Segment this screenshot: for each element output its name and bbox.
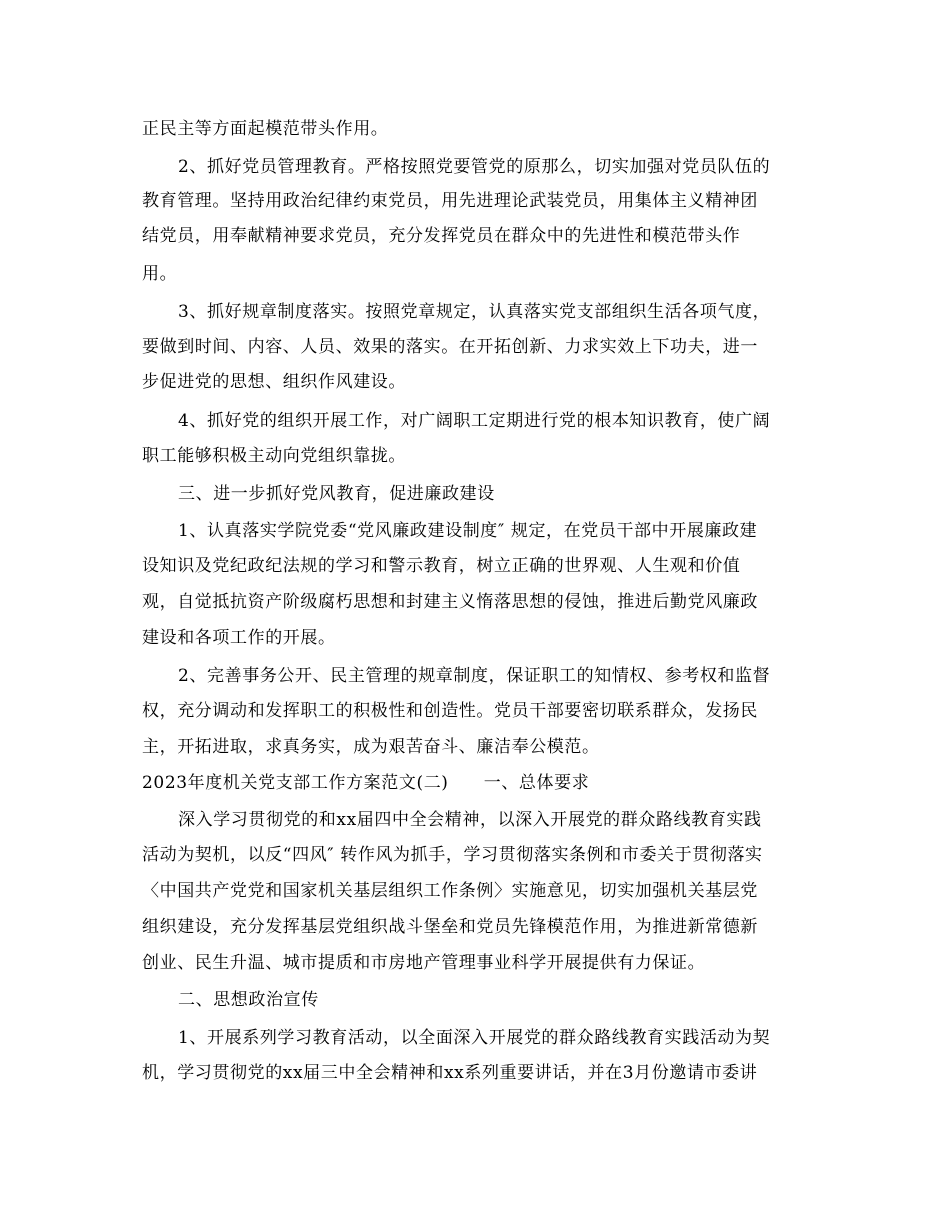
text-line: 职工能够积极主动向党组织靠拢。 (142, 446, 406, 466)
text-line: 观，自觉抵抗资产阶级腐朽思想和封建主义惰落思想的侵蚀，推进后勤党风廉政 (142, 592, 758, 612)
text-line: 用。 (142, 264, 178, 284)
section-heading: 三、进一步抓好党风教育，促进廉政建设 (178, 484, 495, 504)
text-line: 设知识及党纪政纪法规的学习和警示教育，树立正确的世界观、人生观和价值 (142, 556, 741, 576)
text-line: 步促进党的思想、组织作风建设。 (142, 372, 406, 392)
document-title: 2023年度机关党支部工作方案范文(二) 一、总体要求 (142, 773, 590, 793)
text-line: 要做到时间、内容、人员、效果的落实。在开拓创新、力求实效上下功夫，进一 (142, 337, 758, 357)
text-line: 结党员，用奉献精神要求党员，充分发挥党员在群众中的先进性和模范带头作 (142, 226, 741, 246)
text-line: 组织建设，充分发挥基层党组织战斗堡垒和党员先锋模范作用，为推进新常德新 (142, 917, 758, 937)
text-line: 3、抓好规章制度落实。按照党章规定，认真落实党支部组织生活各项气度， (178, 302, 771, 322)
text-line: 权，充分调动和发挥职工的积极性和创造性。党员干部要密切联系群众，发扬民 (142, 701, 758, 721)
text-line: 2、完善事务公开、民主管理的规章制度，保证职工的知情权、参考权和监督 (178, 666, 771, 686)
text-line: 活动为契机，以反“四风″ 转作风为抓手，学习贯彻落实条例和市委关于贯彻落实 (142, 845, 763, 865)
text-line: 教育管理。坚持用政治纪律约束党员，用先进理论武装党员，用集体主义精神团 (142, 191, 758, 211)
text-line: 正民主等方面起模范带头作用。 (142, 119, 389, 139)
text-line: 创业、民生升温、城市提质和市房地产管理事业科学开展提供有力保证。 (142, 953, 706, 973)
text-line: 1、认真落实学院党委“党风廉政建设制度″ 规定，在党员干部中开展廉政建 (178, 521, 758, 541)
text-line: 〈中国共产党党和国家机关基层组织工作条例〉实施意见，切实加强机关基层党 (142, 881, 758, 901)
text-line: 1、开展系列学习教育活动，以全面深入开展党的群众路线教育实践活动为契 (178, 1028, 771, 1048)
section-heading: 二、思想政治宣传 (178, 990, 319, 1010)
text-line: 深入学习贯彻党的和xx届四中全会精神，以深入开展党的群众路线教育实践 (178, 810, 762, 830)
text-line: 机，学习贯彻党的xx届三中全会精神和xx系列重要讲话，并在3月份邀请市委讲 (142, 1063, 758, 1083)
text-line: 建设和各项工作的开展。 (142, 628, 336, 648)
text-line: 2、抓好党员管理教育。严格按照党要管党的原那么，切实加强对党员队伍的 (178, 157, 771, 177)
text-line: 主，开拓进取，求真务实，成为艰苦奋斗、廉洁奉公模范。 (142, 737, 600, 757)
text-line: 4、抓好党的组织开展工作，对广阔职工定期进行党的根本知识教育，使广阔 (178, 411, 771, 431)
